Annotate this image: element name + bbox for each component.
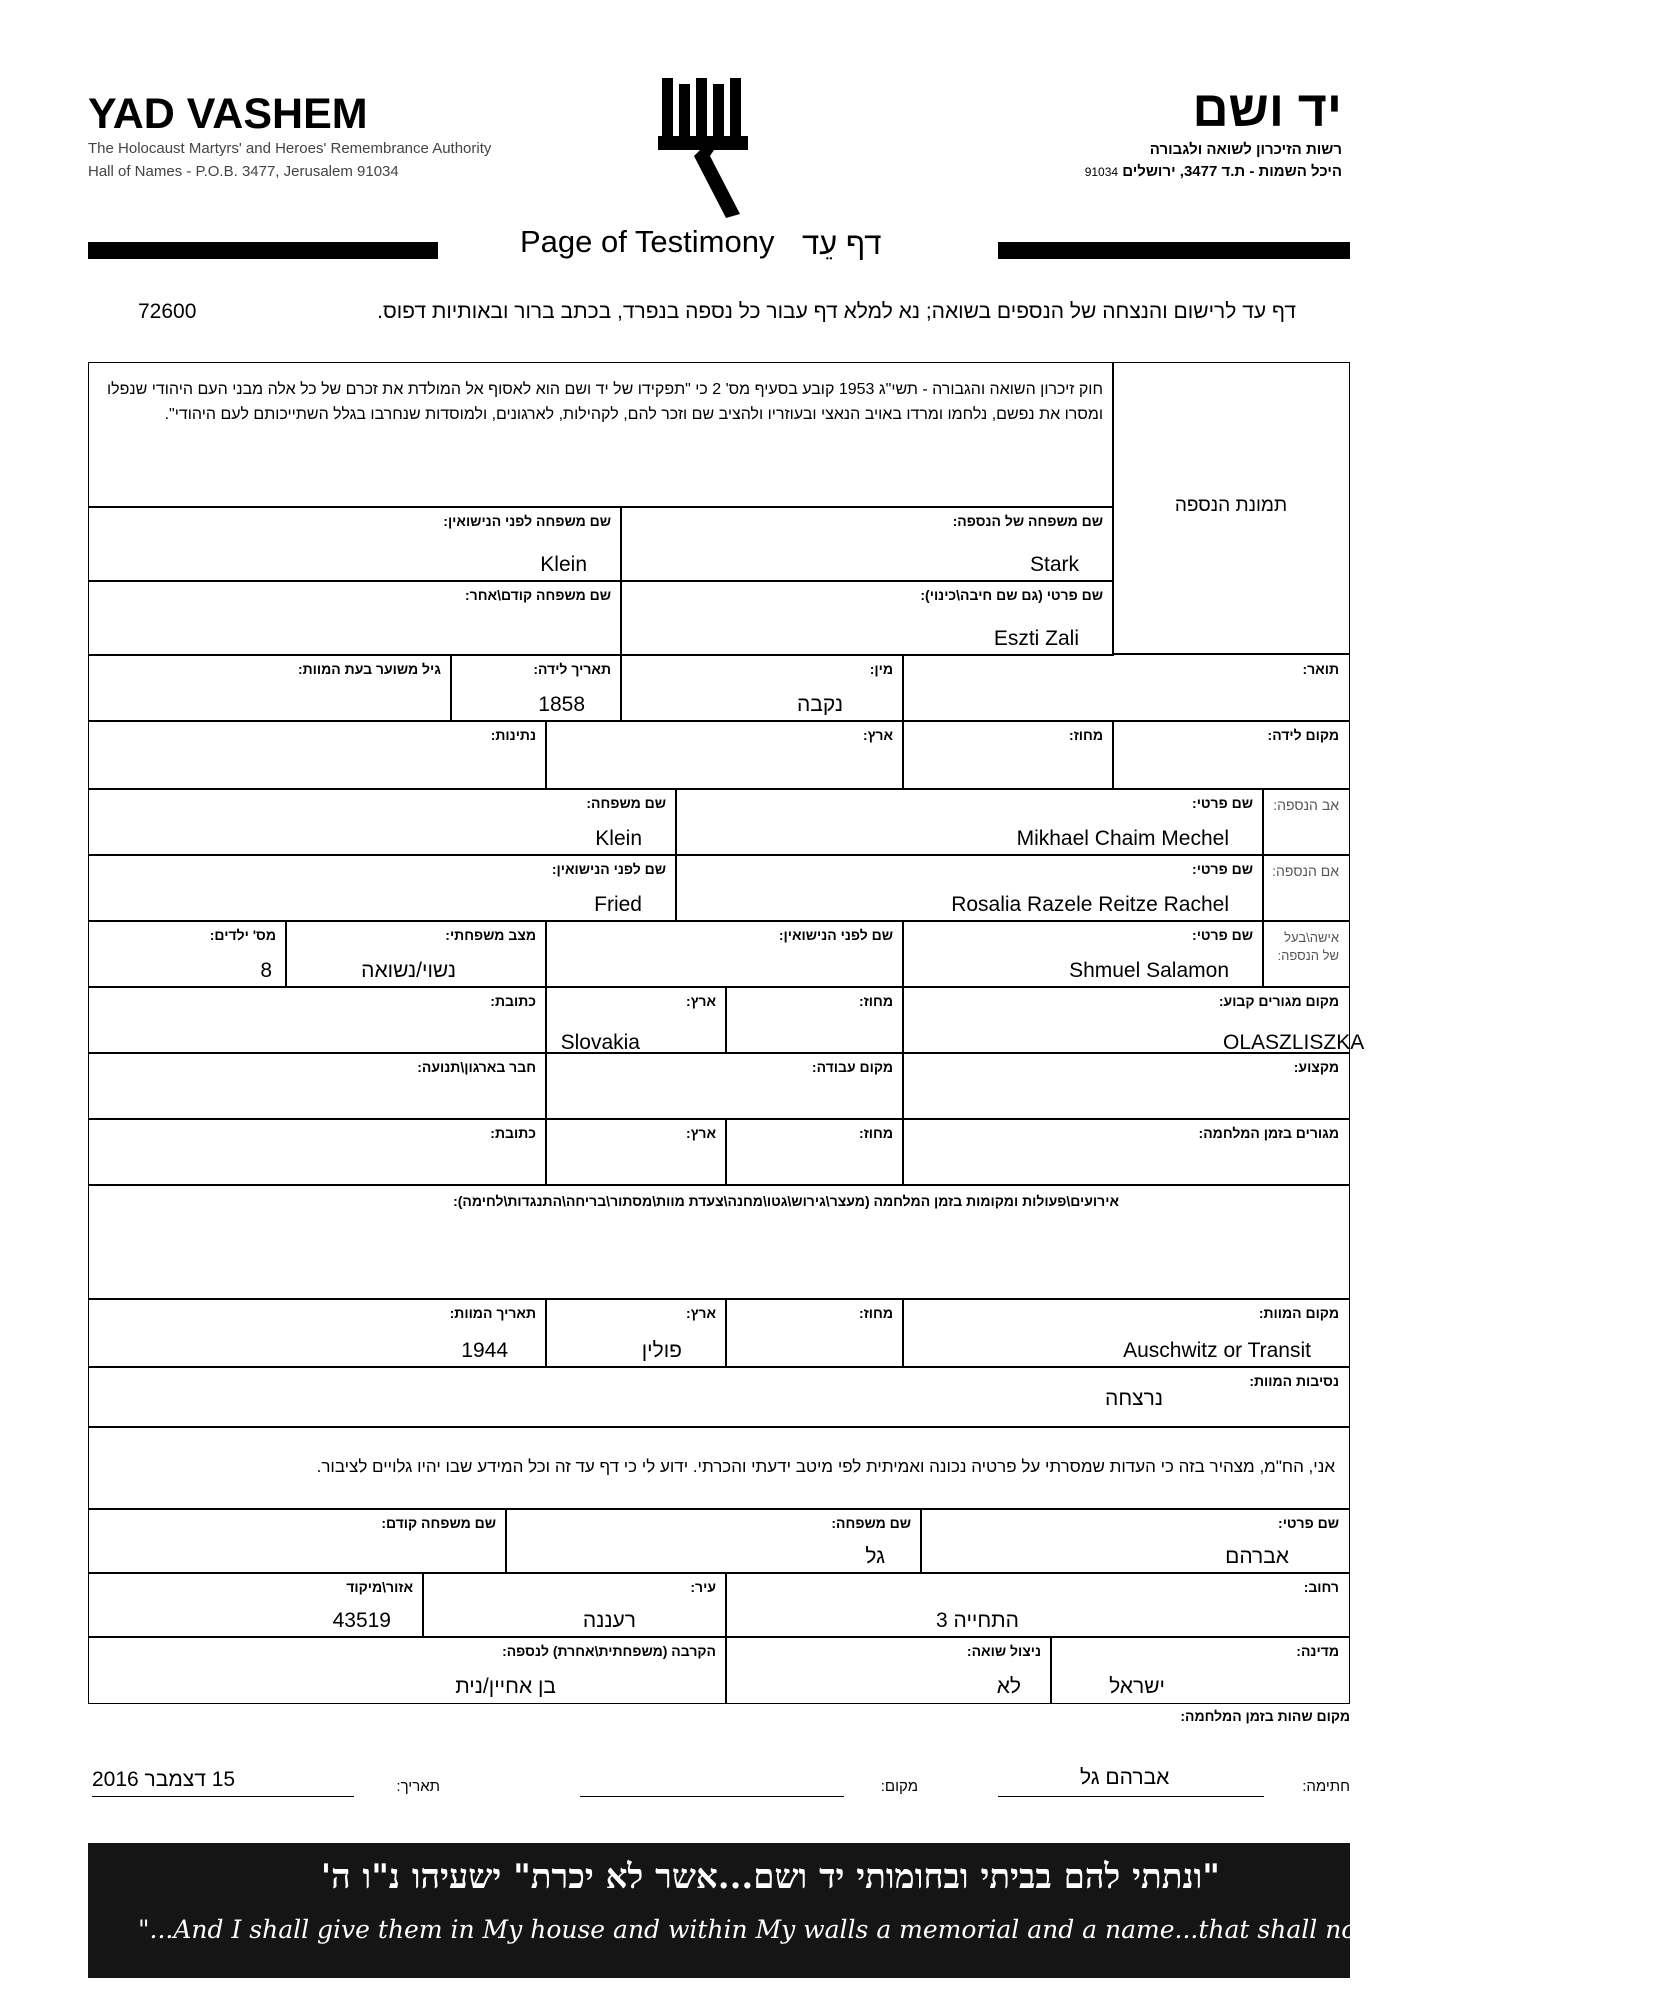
submitter-relation-value: בן אחיין/נית (455, 1675, 556, 1698)
marital-status-value: נשוי/נשואה (361, 959, 456, 982)
submitter-zip-value: 43519 (332, 1609, 391, 1632)
place-line[interactable] (580, 1796, 844, 1797)
submitter-prev-surname-label: שם משפחה קודם: (381, 1515, 496, 1531)
death-place-label: מקום המוות: (1258, 1305, 1339, 1321)
gender-value: נקבה (796, 693, 843, 716)
death-place-value: Auschwitz or Transit (1123, 1339, 1311, 1362)
title-field[interactable] (902, 654, 1350, 722)
spouse-label-2: של הנספה: (1277, 948, 1339, 963)
first-name-label: שם פרטי (גם שם חיבה\כינוי): (920, 587, 1103, 603)
org-subtitle-he-2 (1085, 163, 1342, 180)
mother-maiden-name-label: שם לפני הנישואין: (551, 861, 666, 877)
residence-country-value: Slovakia (560, 1031, 640, 1054)
death-circumstances-value: נרצחה (1105, 1387, 1163, 1410)
birthplace-field[interactable] (1112, 720, 1350, 790)
residence-country-label: ארץ: (686, 993, 716, 1009)
nationality-label: נתינות: (490, 727, 536, 743)
organization-member-label: חבר בארגון\תנועה: (417, 1059, 536, 1075)
death-country-field[interactable] (545, 1298, 727, 1368)
spouse-first-name-label: שם פרטי: (1192, 927, 1253, 943)
birth-date-label: תאריך לידה: (533, 661, 611, 677)
org-subtitle-he-2-text: היכל השמות - ת.ד 3477, ירושלים (1122, 163, 1342, 180)
place-label: מקום: (880, 1778, 918, 1795)
marital-status-label: מצב משפחתי: (445, 927, 536, 943)
father-first-name-field[interactable] (675, 788, 1264, 856)
father-section-label-box (1262, 788, 1350, 856)
org-subtitle-he-1: רשות הזיכרון לשואה ולגבורה (1149, 141, 1342, 158)
menorah-logo-icon (652, 76, 762, 226)
first-name-field[interactable] (620, 580, 1114, 656)
submitter-street-label: רחוב: (1303, 1579, 1339, 1595)
yad-vashem-title-he: יד ושם (1192, 81, 1342, 137)
war-residence-label: מגורים בזמן המלחמה: (1198, 1125, 1339, 1141)
death-country-value: פולין (641, 1339, 682, 1362)
page-of-testimony-title-he: דף עֵד (802, 226, 882, 261)
death-circumstances-field[interactable] (88, 1366, 1350, 1428)
signature-value: אברהם גל (1080, 1766, 1170, 1789)
death-place-field[interactable] (902, 1298, 1350, 1368)
workplace-label: מקום עבודה: (811, 1059, 893, 1075)
declaration-box (88, 1426, 1350, 1510)
submitter-country-field[interactable] (1050, 1636, 1350, 1704)
gender-field[interactable] (620, 654, 904, 722)
death-district-label: מחוז: (859, 1305, 893, 1321)
father-surname-value: Klein (595, 827, 642, 850)
submitter-surname-value: גל (865, 1545, 885, 1568)
maiden-name-value: Klein (540, 553, 587, 576)
submitter-country-label: מדינה: (1296, 1643, 1339, 1659)
date-value: 15 דצמבר 2016 (92, 1768, 236, 1791)
submitter-relation-label: הקרבה (משפחתית\אחרת) לנספה: (502, 1643, 716, 1659)
submitter-survivor-field[interactable] (725, 1636, 1052, 1704)
yad-vashem-title-en: YAD VASHEM (88, 90, 368, 138)
victim-surname-field[interactable] (620, 506, 1114, 582)
residence-address-label: כתובת: (490, 993, 536, 1009)
submitter-zip-field[interactable] (88, 1572, 424, 1638)
war-stay-label: מקום שהות בזמן המלחמה: (1180, 1708, 1350, 1724)
victim-surname-label: שם משפחה של הנספה: (952, 513, 1103, 529)
nationality-field[interactable] (88, 720, 547, 790)
maiden-name-field[interactable] (88, 506, 622, 582)
banner-quote-he: "ונתתי להם בביתי ובחומותי יד ושם...אשר לא יכרת" ישעיהו נ"ו ה' (320, 1857, 1220, 1897)
submitter-city-value: רעננה (582, 1609, 636, 1632)
father-label: אב הנספה: (1273, 797, 1339, 813)
age-at-death-field[interactable] (88, 654, 452, 722)
spouse-first-name-field[interactable] (902, 920, 1264, 988)
first-name-value: Eszti Zali (993, 627, 1079, 650)
children-count-field[interactable] (88, 920, 287, 988)
maiden-name-label: שם משפחה לפני הנישואין: (443, 513, 611, 529)
org-subtitle-he-2-zip: 91034 (1084, 165, 1119, 179)
father-surname-label: שם משפחה: (586, 795, 666, 811)
submitter-prev-surname-field[interactable] (88, 1508, 507, 1574)
spouse-label-1: אישה\בעל (1284, 930, 1339, 945)
mother-maiden-name-field[interactable] (88, 854, 677, 922)
mother-first-name-field[interactable] (675, 854, 1264, 922)
law-text-box (88, 362, 1114, 508)
signature-line[interactable] (998, 1796, 1264, 1797)
birth-country-label: ארץ: (863, 727, 893, 743)
mother-first-name-label: שם פרטי: (1192, 861, 1253, 877)
death-date-value: 1944 (461, 1339, 508, 1362)
children-count-value: 8 (260, 959, 272, 982)
victim-surname-value: Stark (1029, 553, 1079, 576)
date-line[interactable] (92, 1796, 354, 1797)
residence-district-label: מחוז: (859, 993, 893, 1009)
permanent-residence-field[interactable] (902, 986, 1365, 1054)
prev-surname-label: שם משפחה קודם\אחר: (465, 587, 611, 603)
war-events-field[interactable] (88, 1184, 1350, 1300)
declaration-text: אני, הח"מ, מצהיר בזה כי העדות שמסרתי על פרטיה נכונה ואמיתית לפי מיטב ידעתי והכרתי. ידוע לי כי דף עד זה וכל המידע שבו יהיו גלויים לציבור. (316, 1457, 1335, 1476)
submitter-first-name-label: שם פרטי: (1278, 1515, 1339, 1531)
title-label: תואר: (1302, 661, 1339, 677)
residence-address-field[interactable] (88, 986, 547, 1054)
mother-label: אם הנספה: (1272, 863, 1339, 879)
org-subtitle-en-2: Hall of Names - P.O.B. 3477, Jerusalem 91034 (88, 163, 399, 180)
banner-quote-en: "...And I shall give them in My house and within My walls a memorial and a name...that shall not be cut off" Isaiah, 56:5 (138, 1915, 1662, 1944)
submitter-street-value: התחייה 3 (936, 1609, 1019, 1632)
header-bar-left (88, 242, 438, 259)
father-first-name-value: Mikhael Chaim Mechel (1016, 827, 1229, 850)
mother-first-name-value: Rosalia Razele Reitze Rachel (951, 893, 1229, 916)
spouse-maiden-name-label: שם לפני הנישואין: (778, 927, 893, 943)
residence-district-field[interactable] (725, 986, 904, 1054)
photo-label: תמונת הנספה (1174, 495, 1288, 516)
submitter-survivor-value: לא (996, 1675, 1021, 1698)
isaiah-quote-banner (88, 1843, 1662, 1978)
submitter-relation-field[interactable] (88, 1636, 727, 1704)
workplace-field[interactable] (545, 1052, 904, 1120)
submitter-first-name-field[interactable] (920, 1508, 1350, 1574)
org-subtitle-en-1: The Holocaust Martyrs' and Heroes' Remembrance Authority (88, 140, 492, 157)
gender-label: מין: (869, 661, 893, 677)
submitter-city-field[interactable] (422, 1572, 727, 1638)
war-events-label: אירועים\פעולות ומקומות בזמן המלחמה (מעצר\גירוש\גטו\מחנה\צעדת מוות\מסתור\בריחה\התנגדות\לחימה): (453, 1193, 1119, 1209)
permanent-residence-label: מקום מגורים קבוע: (1218, 993, 1339, 1009)
instructions: דף עד לרישום והנצחה של הנספים בשואה; נא למלא דף עבור כל נספה בנפרד, בכתב ברור ובאותיות דפוס. (377, 300, 1296, 323)
war-residence-field[interactable] (902, 1118, 1350, 1186)
war-district-label: מחוז: (859, 1125, 893, 1141)
profession-field[interactable] (902, 1052, 1350, 1120)
submitter-survivor-label: ניצול שואה: (966, 1643, 1041, 1659)
organization-member-field[interactable] (88, 1052, 547, 1120)
birth-district-label: מחוז: (1069, 727, 1103, 743)
birth-district-field[interactable] (902, 720, 1114, 790)
mother-maiden-name-value: Fried (594, 893, 642, 916)
birth-date-value: 1858 (538, 693, 585, 716)
profession-label: מקצוע: (1293, 1059, 1339, 1075)
permanent-residence-value: OLASZLISZKA (1223, 1031, 1365, 1054)
spouse-first-name-value: Shmuel Salamon (1069, 959, 1229, 982)
mother-section-label-box (1262, 854, 1350, 922)
birth-country-field[interactable] (545, 720, 904, 790)
death-country-label: ארץ: (686, 1305, 716, 1321)
submitter-city-label: עיר: (690, 1579, 716, 1595)
death-date-label: תאריך המוות: (449, 1305, 536, 1321)
page-of-testimony-title: Page of Testimony (520, 224, 775, 259)
photo-box[interactable] (1112, 362, 1350, 654)
law-text: חוק זיכרון השואה והגבורה - תשי"ג 1953 קובע בסעיף מס' 2 כי "תפקידו של יד ושם הוא לאסוף אל המולדת את זכרם של כל אלה מבני העם היהודי שנפלו ומסרו את נפשם, נלחמו ומרדו באויב הנאצי ובעוזריו ולהציב שם וזכר להם, לקהילות, לארגונים, ולמוסדות שנחרבו בגלל השתייכותם לעם היהודי". (106, 381, 1103, 423)
signature-label: חתימה: (1302, 1778, 1350, 1795)
prev-surname-field[interactable] (88, 580, 622, 656)
death-date-field[interactable] (88, 1298, 547, 1368)
submitter-surname-field[interactable] (505, 1508, 922, 1574)
father-first-name-label: שם פרטי: (1192, 795, 1253, 811)
spouse-maiden-name-field[interactable] (545, 920, 904, 988)
father-surname-field[interactable] (88, 788, 677, 856)
death-circumstances-label: נסיבות המוות: (1249, 1373, 1339, 1389)
submitter-country-value: ישראל (1109, 1675, 1165, 1698)
date-label: תאריך: (396, 1778, 440, 1795)
war-address-label: כתובת: (490, 1125, 536, 1141)
marital-status-field[interactable] (285, 920, 547, 988)
spouse-section-label-box (1262, 920, 1350, 988)
submitter-first-name-value: אברהם (1225, 1545, 1289, 1568)
war-country-label: ארץ: (686, 1125, 716, 1141)
death-district-field[interactable] (725, 1298, 904, 1368)
submitter-street-field[interactable] (725, 1572, 1350, 1638)
birth-date-field[interactable] (450, 654, 622, 722)
birthplace-label: מקום לידה: (1267, 727, 1339, 743)
header-bar-right (998, 242, 1350, 259)
children-count-label: מס' ילדים: (209, 927, 276, 943)
submitter-zip-label: אזור\מיקוד (346, 1579, 413, 1595)
war-country-field[interactable] (545, 1118, 727, 1186)
age-at-death-label: גיל משוער בעת המוות: (297, 661, 441, 677)
form-number: 72600 (138, 300, 197, 323)
war-district-field[interactable] (725, 1118, 904, 1186)
war-address-field[interactable] (88, 1118, 547, 1186)
submitter-surname-label: שם משפחה: (831, 1515, 911, 1531)
residence-country-field[interactable] (545, 986, 727, 1054)
